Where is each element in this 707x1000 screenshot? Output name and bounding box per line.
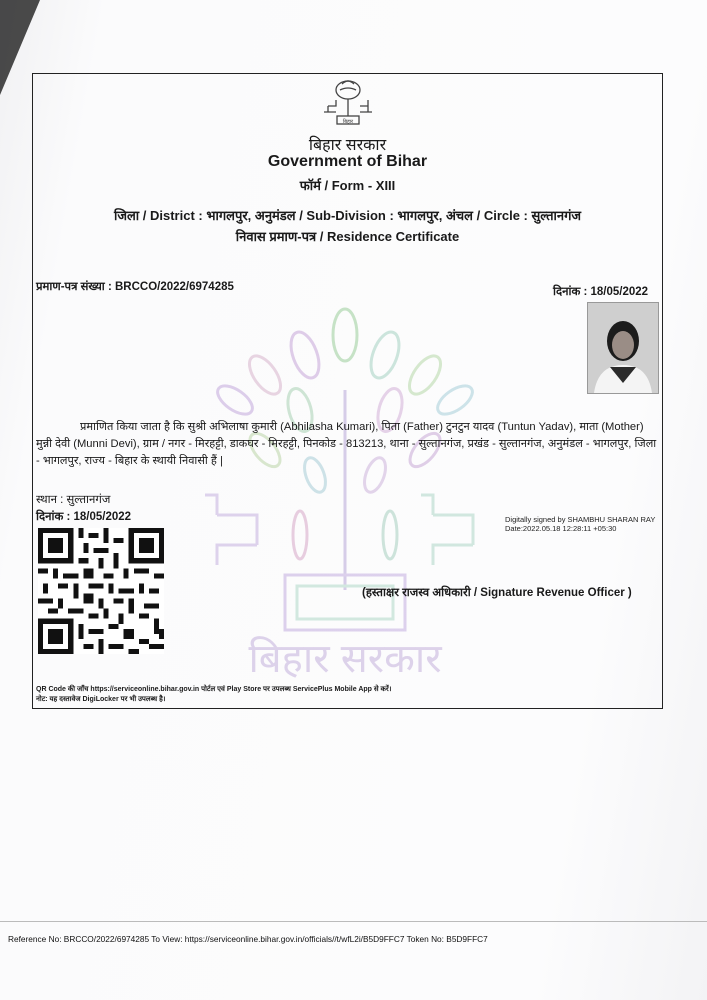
photo-portrait-icon	[588, 303, 658, 393]
signing-date: दिनांक : 18/05/2022	[36, 511, 132, 523]
title-hindi: बिहार सरकार	[308, 137, 387, 154]
digilocker-note: नोट: यह दस्तावेज DigiLocker पर भी उपलब्ध है।	[36, 696, 166, 703]
issue-date: दिनांक : 18/05/2022	[553, 286, 649, 298]
digital-signature	[505, 515, 675, 533]
bodhi-tree-watermark-icon	[205, 300, 485, 690]
certificate-body: प्रमाणित किया जाता है कि सुश्री अभिलाषा कुमारी (Abhilasha Kumari), पिता (Father) टुनटुन यादव (Tuntun Yadav), माता (Mother) मुन्नी देवी (Munni Devi), ग्राम / नगर - मिरहट्टी, डाकघर - मिरहट्टी, पिनकोड - 813213, थाना - सुल्तानगंज, प्रखंड - सुल्तानगंज, अनुमंडल - भागलपुर, जिला - भागलपुर, राज्य - बिहार के स्थायी निवासी हैं |	[36, 421, 657, 467]
district-line: जिला / District : भागलपुर, अनुमंडल / Sub-Division : भागलपुर, अंचल / Circle : सुल्तानगंज	[113, 208, 582, 223]
certificate-type: निवास प्रमाण-पत्र / Residence Certificate	[235, 229, 460, 244]
watermark-text: बिहार सरकार	[248, 637, 442, 681]
qr-code-icon[interactable]	[38, 528, 164, 654]
digital-signature-date: Date:2022.05.18 12:28:11 +05:30	[505, 524, 617, 533]
form-number: फॉर्म / Form - XIII	[299, 178, 396, 193]
digital-signature-signer: Digitally signed by SHAMBHU SHARAN RAY	[505, 515, 656, 524]
qr-verification-line: QR Code की जाँच https://serviceonline.bihar.gov.in पोर्टल एवं Play Store पर उपलब्ध ServicePlus Mobile App से करें।	[36, 686, 392, 693]
footer-reference: Reference No: BRCCO/2022/6974285 To View: https://serviceonline.bihar.gov.in/officials//t/wfL2i/B5D9FFC7 Token No: B5D9FFC7	[8, 934, 488, 944]
emblem-label: बिहार	[342, 119, 354, 125]
officer-signature-label: (हस्ताक्षर राजस्व अधिकारी / Signature Revenue Officer )	[362, 587, 632, 599]
applicant-photo	[587, 302, 659, 394]
state-emblem-icon	[322, 76, 374, 128]
title-english: Government of Bihar	[267, 153, 428, 170]
place-label: स्थान : सुल्तानगंज	[36, 494, 111, 506]
certificate-number: प्रमाण-पत्र संख्या : BRCCO/2022/6974285	[36, 281, 234, 293]
verification-note	[36, 685, 656, 705]
footer-divider	[0, 921, 707, 922]
